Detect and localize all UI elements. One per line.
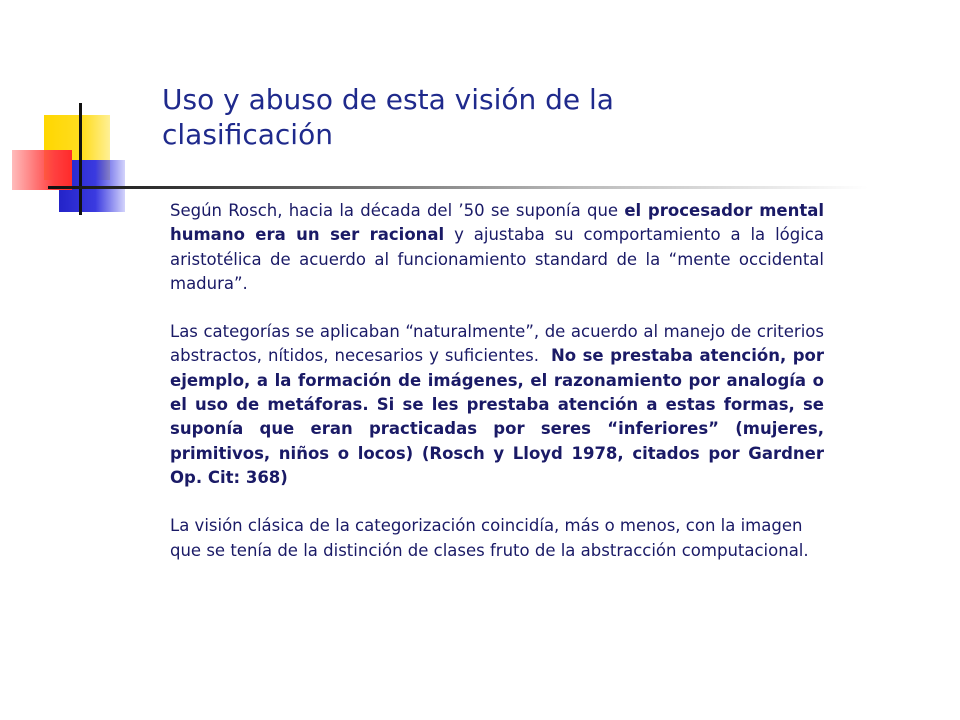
paragraph-2-bold-1: No se prestaba atención, por ejemplo, a la formación de imágenes, el razonamiento por analogía o el uso de metáforas. Si se les prestaba atención a estas formas, se suponía que eran practicadas por seres “inferiores” (mujeres, primitivos, niños o locos) (Rosch y Lloyd 1978, citados por Gardner Op. Cit: 368): [170, 346, 824, 487]
red-square: [12, 150, 72, 190]
paragraph-1-text-1: Según Rosch, hacia la década del ’50 se suponía que: [170, 201, 625, 220]
paragraph-1: [170, 199, 824, 296]
slide-title: Uso y abuso de esta visión de la clasificación: [162, 83, 614, 151]
paragraph-1-text-2: y ajustaba su comportamiento a la lógica aristotélica de acuerdo al funcionamiento standard de la “mente occidental madura”.: [170, 225, 824, 293]
paragraph-3-text-1: La visión clásica de la categorización coincidía, más o menos, con la imagen que se tenía de la distinción de clases fruto de la abstracción computacional.: [170, 516, 809, 560]
paragraph-1-bold-1: el procesador mental humano era un ser racional: [170, 201, 825, 245]
paragraph-2: [170, 320, 830, 490]
slide-body: [170, 199, 830, 587]
vertical-rule: [79, 103, 82, 215]
paragraph-2-text-1: Las categorías se aplicaban “naturalmente”, de acuerdo al manejo de criterios abstractos, nítidos, necesarios y suficientes.: [170, 322, 830, 366]
paragraph-3: [170, 514, 824, 563]
horizontal-rule: [48, 186, 868, 189]
